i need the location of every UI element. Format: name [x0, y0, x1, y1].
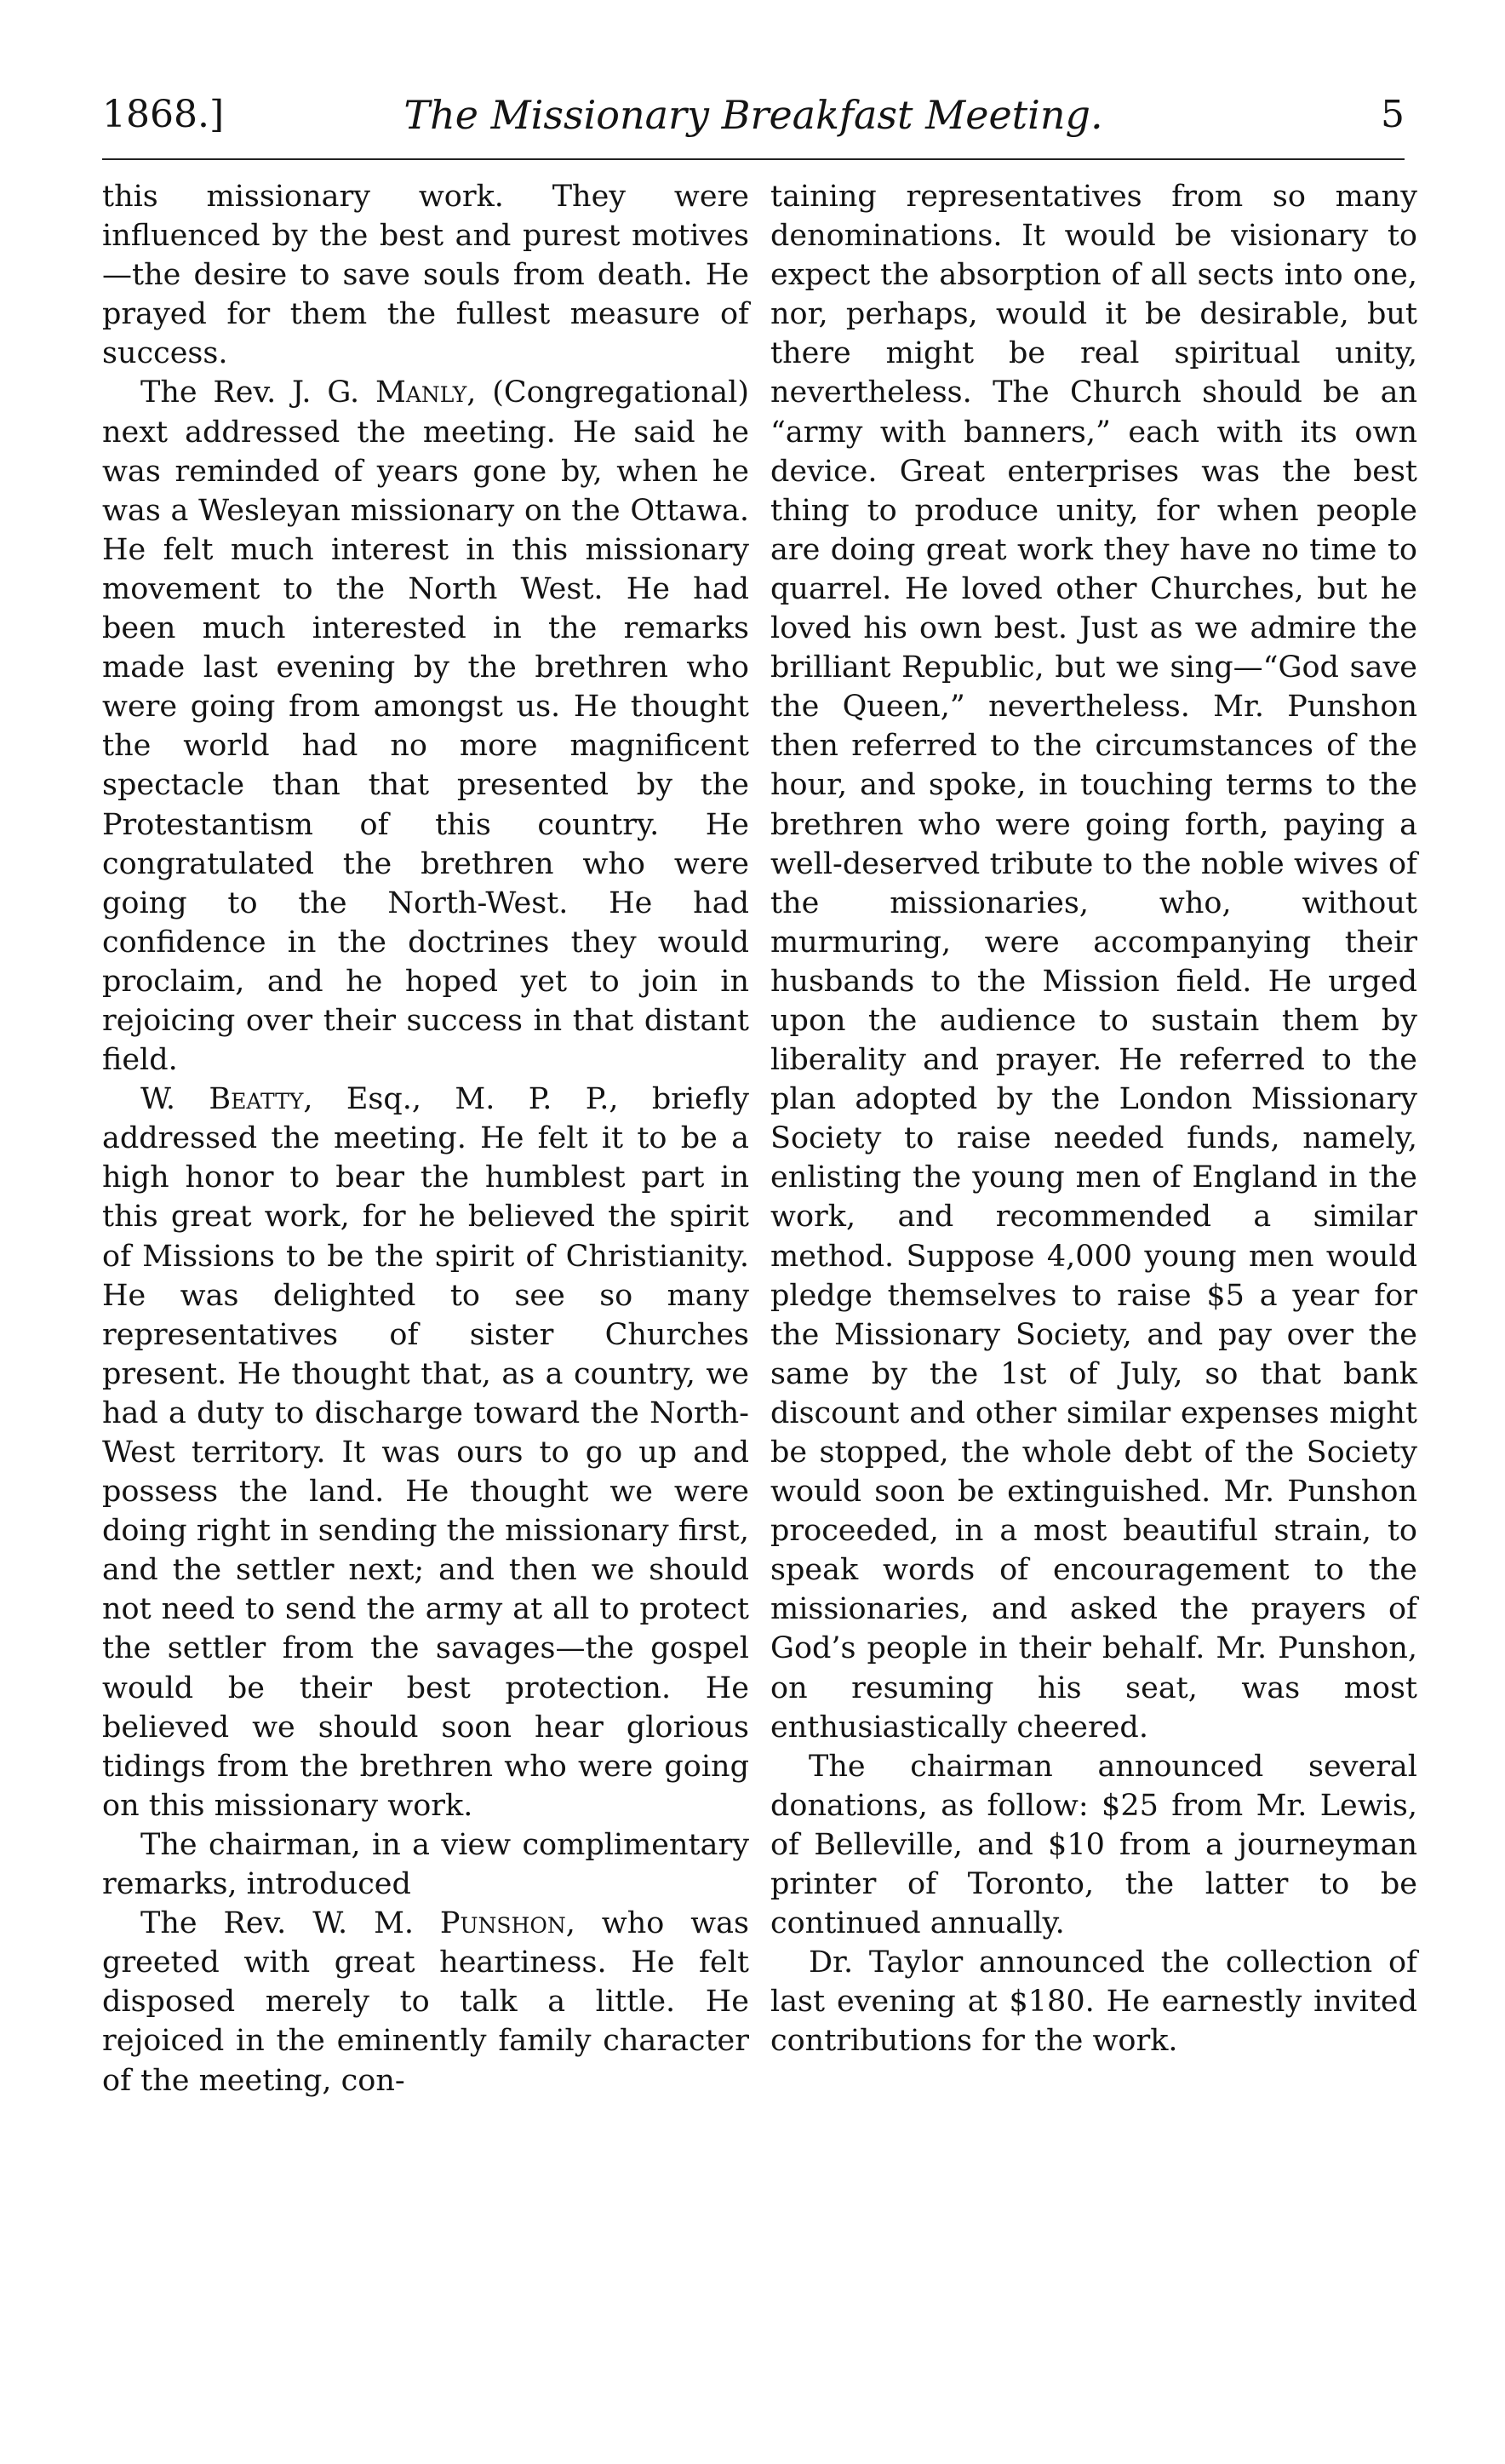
paragraph-lead: The Rev. W. M. — [140, 1906, 440, 1941]
speaker-name: Beatty — [209, 1082, 304, 1117]
paragraph-text: , Esq., M. P. P., briefly addressed the meeting. He felt it to be a high honor to bear the humblest part in this great work, for he believed the spirit of Missions to be the spirit of Christianity. He was delighted to see so many representatives of sister Churches present. He thought that, as a country, we had a duty to discharge toward the North-West territory. It was ours to go up and possess the land. He thought we were doing right in sending the missionary first, and the settler next; and then we should not need to send the army at all to protect the settler from the savages—the gospel would be their best protection. He believed we should soon hear glorious tidings from the brethren who were going on this missionary work. — [102, 1082, 749, 1823]
paragraph — [770, 177, 1417, 1747]
paragraph — [102, 1904, 749, 2100]
paragraph-lead: The Rev. J. G. — [140, 375, 375, 410]
header-title: The Missionary Breakfast Meeting. — [403, 92, 1103, 138]
paragraph — [102, 373, 749, 1080]
paragraph-text: The chairman announced several donations, as follow: $25 from Mr. Lewis, of Belleville, and $10 from a journeyman printer of Toronto, the latter to be continued annually. — [770, 1749, 1417, 1941]
paragraph — [102, 1825, 749, 1904]
paragraph — [102, 1080, 749, 1825]
paragraph-text: , who was greeted with great heartiness. He felt disposed merely to talk a little. He rejoiced in the eminently family character of the meeting, con- — [102, 1906, 749, 2098]
speaker-name: Manly — [375, 375, 467, 410]
left-column — [102, 177, 749, 2100]
header-rule — [102, 158, 1405, 160]
paragraph-text: , (Congregational) next addressed the meeting. He said he was reminded of years gone by, when he was a Wesleyan missionary on the Ottawa. He felt much interest in this missionary movement to the North West. He had been much interested in the remarks made last evening by the brethren who were going from amongst us. He thought the world had no more magnificent spectacle than that presented by the Protestantism of this country. He congratulated the brethren who were going to the North-West. He had confidence in the doctrines they would proclaim, and he hoped yet to join in rejoicing over their success in that distant field. — [102, 375, 749, 1078]
speaker-name: Punshon — [439, 1906, 566, 1941]
paragraph — [102, 177, 749, 373]
page-number: 5 — [1381, 93, 1405, 136]
running-header — [102, 85, 1405, 145]
paragraph-lead: W. — [140, 1082, 209, 1117]
paragraph-text: Dr. Taylor announced the collection of last evening at $180. He earnestly invited contributions for the work. — [770, 1945, 1417, 2059]
paragraph-text: The chairman, in a view complimentary remarks, introduced — [102, 1827, 749, 1902]
paragraph — [770, 1943, 1417, 2060]
paragraph-text: this missionary work. They were influenced by the best and purest motives—the desire to save souls from death. He prayed for them the fullest measure of success. — [102, 180, 749, 371]
right-column — [770, 177, 1417, 2061]
header-year: 1868.] — [102, 93, 225, 136]
paragraph-text: taining representatives from so many denominations. It would be visionary to expect the absorption of all sects into one, nor, perhaps, would it be desirable, but there might be real spiritual unity, nevertheless. The Church should be an “army with banners,” each with its own device. Great enterprises was the best thing to produce unity, for when people are doing great work they have no time to quarrel. He loved other Churches, but he loved his own best. Just as we admire the brilliant Republic, but we sing—“God save the Queen,” nevertheless. Mr. Punshon then referred to the circumstances of the hour, and spoke, in touching terms to the brethren who were going forth, paying a well-deserved tribute to the noble wives of the missionaries, who, without murmuring, were accompanying their husbands to the Mission field. He urged upon the audience to sustain them by liberality and prayer. He referred to the plan adopted by the London Missionary Society to raise needed funds, namely, enlisting the young men of England in the work, and recommended a similar method. Suppose 4,000 young men would pledge themselves to raise $5 a year for the Missionary Society, and pay over the same by the 1st of July, so that bank discount and other similar expenses might be stopped, the whole debt of the Society would soon be extinguished. Mr. Punshon proceeded, in a most beautiful strain, to speak words of encouragement to the missionaries, and asked the prayers of God’s people in their behalf. Mr. Punshon, on resuming his seat, was most enthusiastically cheered. — [770, 180, 1417, 1745]
paragraph — [770, 1747, 1417, 1943]
